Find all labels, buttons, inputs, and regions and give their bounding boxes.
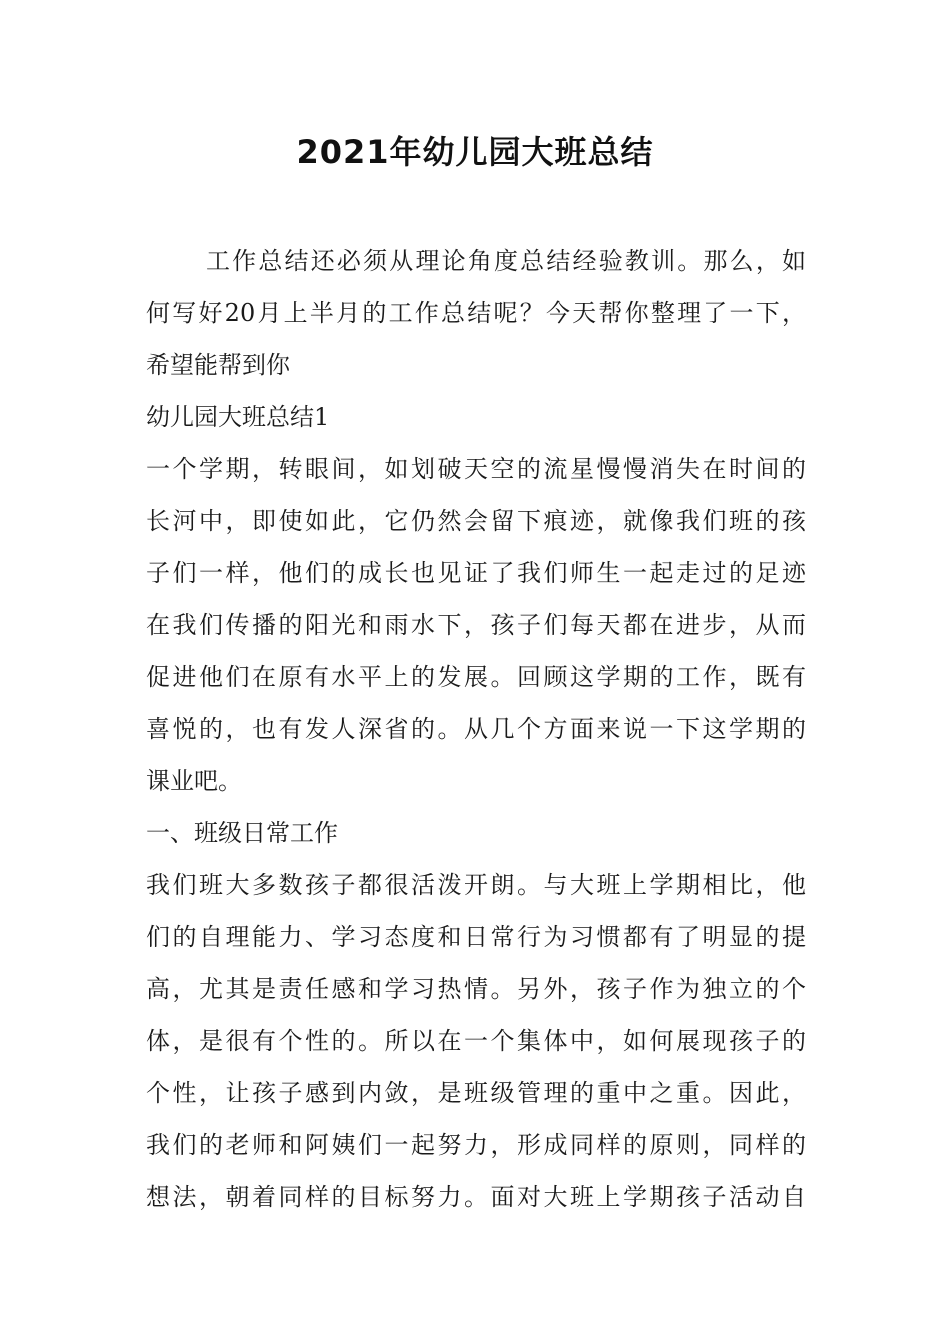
paragraph-line: 体，是很有个性的。所以在一个集体中，如何展现孩子的	[146, 1027, 806, 1055]
paragraph-line: 们的自理能力、学习态度和日常行为习惯都有了明显的提	[146, 923, 806, 951]
paragraph-line: 想法，朝着同样的目标努力。面对大班上学期孩子活动自	[146, 1183, 806, 1211]
paragraph-line: 我们班大多数孩子都很活泼开朗。与大班上学期相比，他	[146, 871, 806, 899]
intro-line-1: 工作总结还必须从理论角度总结经验教训。那么，如	[206, 247, 806, 275]
paragraph-line: 一个学期，转眼间，如划破天空的流星慢慢消失在时间的	[146, 455, 806, 483]
paragraph-line: 个性，让孩子感到内敛，是班级管理的重中之重。因此，	[146, 1079, 806, 1107]
document-body	[146, 235, 806, 1223]
paragraph-line: 促进他们在原有水平上的发展。回顾这学期的工作，既有	[146, 663, 806, 691]
section-heading-daily-work: 一、班级日常工作	[146, 819, 338, 847]
paragraph-line: 我们的老师和阿姨们一起努力，形成同样的原则，同样的	[146, 1131, 806, 1159]
paragraph-line: 高，尤其是责任感和学习热情。另外，孩子作为独立的个	[146, 975, 806, 1003]
paragraph-line: 长河中，即使如此，它仍然会留下痕迹，就像我们班的孩	[146, 507, 806, 535]
paragraph-line: 课业吧。	[146, 767, 242, 795]
intro-line-3: 希望能帮到你	[146, 351, 290, 379]
document-title: 2021年幼儿园大班总结	[296, 133, 654, 171]
intro-line-2: 何写好20月上半月的工作总结呢？今天帮你整理了一下，	[146, 299, 806, 327]
paragraph-line: 在我们传播的阳光和雨水下，孩子们每天都在进步，从而	[146, 611, 806, 639]
section-heading-summary-1: 幼儿园大班总结1	[146, 403, 330, 431]
paragraph-line: 子们一样，他们的成长也见证了我们师生一起走过的足迹	[146, 559, 806, 587]
paragraph-line: 喜悦的，也有发人深省的。从几个方面来说一下这学期的	[146, 715, 806, 743]
